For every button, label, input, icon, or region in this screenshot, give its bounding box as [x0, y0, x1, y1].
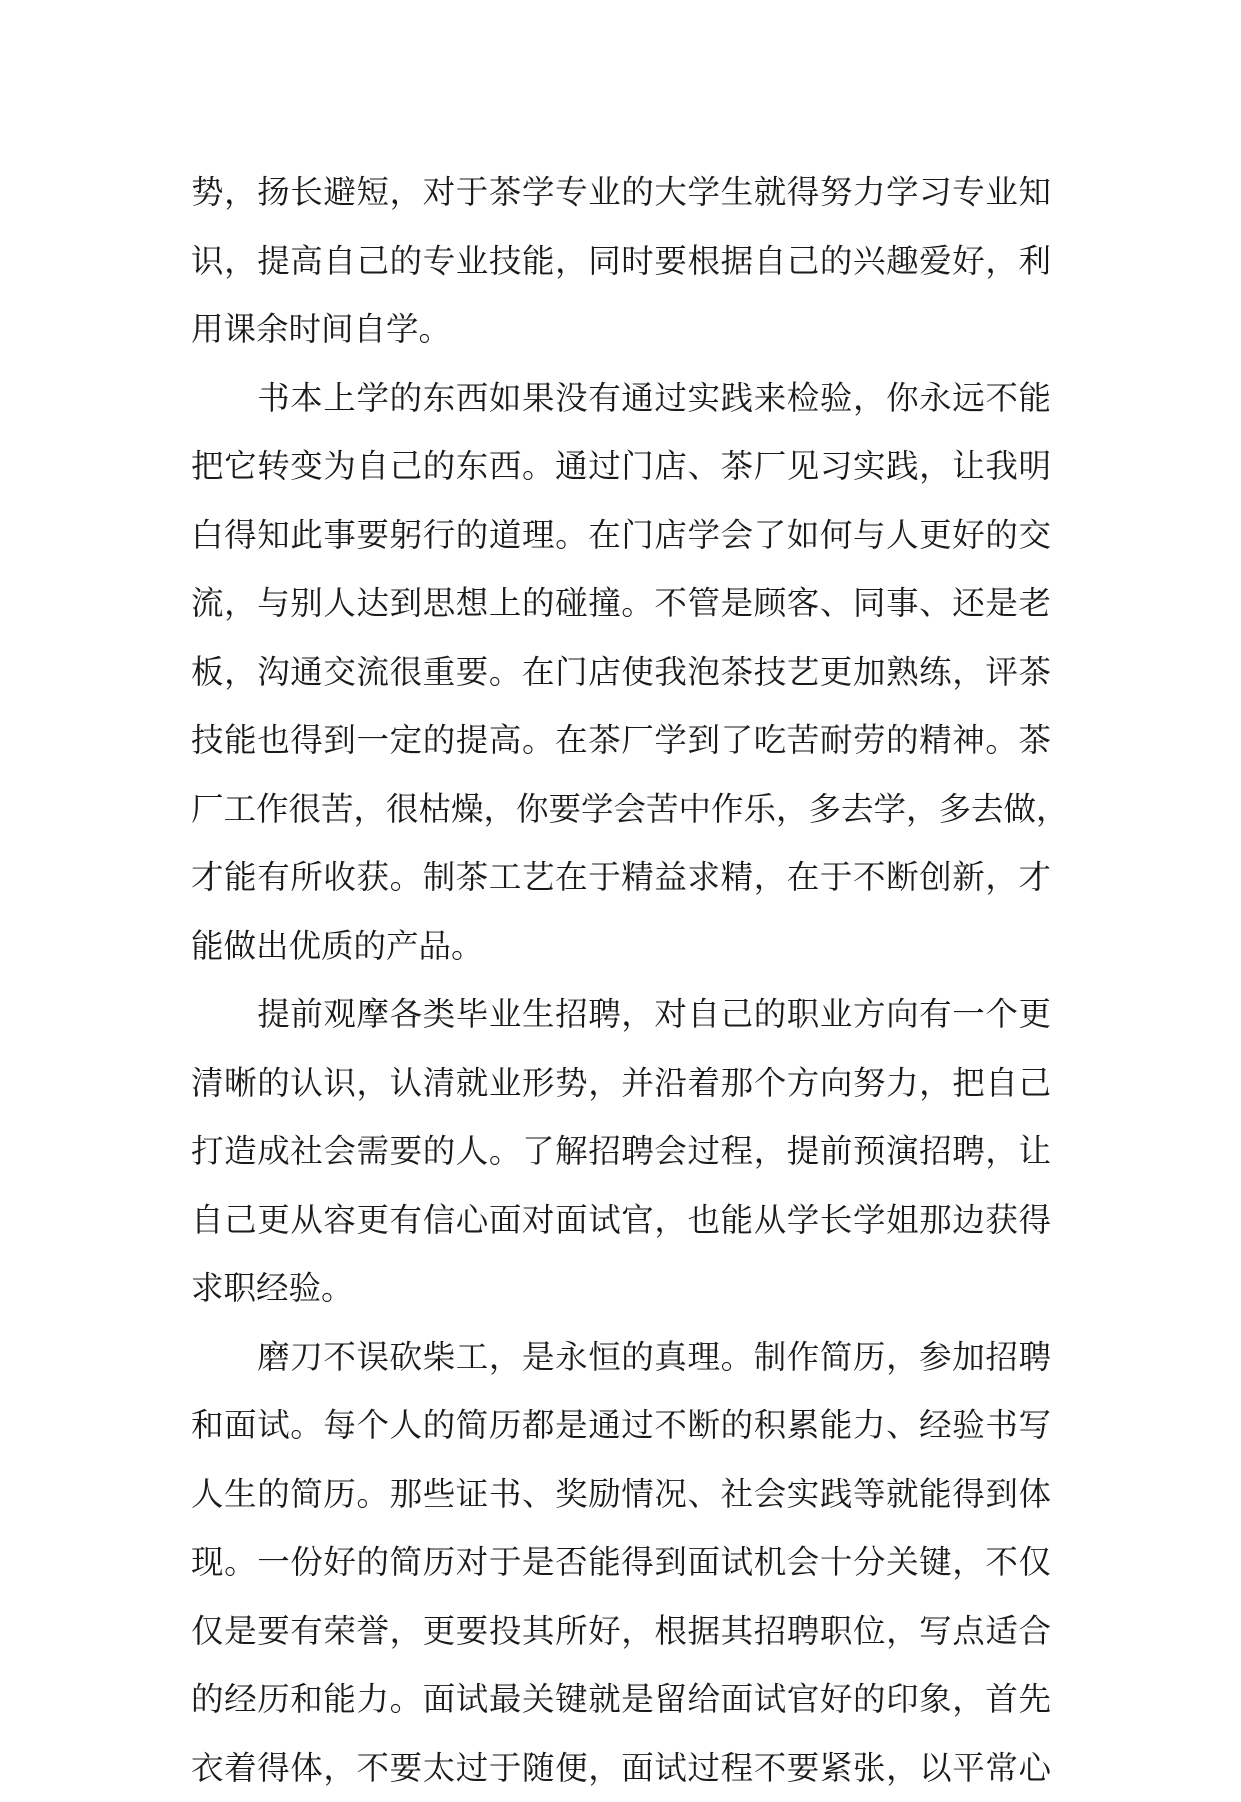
text-line: 识，提高自己的专业技能，同时要根据自己的兴趣爱好，利 [191, 227, 1051, 296]
text-line: 仅是要有荣誉，更要投其所好，根据其招聘职位，写点适合 [191, 1597, 1051, 1666]
document-body [191, 158, 1051, 1802]
text-line: 磨刀不误砍柴工，是永恒的真理。制作简历，参加招聘 [191, 1323, 1051, 1392]
text-line: 势，扬长避短，对于茶学专业的大学生就得努力学习专业知 [191, 158, 1051, 227]
text-line: 的经历和能力。面试最关键就是留给面试官好的印象，首先 [191, 1665, 1051, 1734]
text-line: 把它转变为自己的东西。通过门店、茶厂见习实践，让我明 [191, 432, 1051, 501]
text-line: 打造成社会需要的人。了解招聘会过程，提前预演招聘，让 [191, 1117, 1051, 1186]
text-line: 技能也得到一定的提高。在茶厂学到了吃苦耐劳的精神。茶 [191, 706, 1051, 775]
text-line: 和面试。每个人的简历都是通过不断的积累能力、经验书写 [191, 1391, 1051, 1460]
text-line: 流，与别人达到思想上的碰撞。不管是顾客、同事、还是老 [191, 569, 1051, 638]
paragraph [191, 158, 1051, 364]
text-line: 才能有所收获。制茶工艺在于精益求精，在于不断创新，才 [191, 843, 1051, 912]
text-line: 白得知此事要躬行的道理。在门店学会了如何与人更好的交 [191, 501, 1051, 570]
text-line: 提前观摩各类毕业生招聘，对自己的职业方向有一个更 [191, 980, 1051, 1049]
text-line: 能做出优质的产品。 [191, 912, 1051, 981]
text-line: 求职经验。 [191, 1254, 1051, 1323]
paragraph [191, 364, 1051, 981]
text-line: 人生的简历。那些证书、奖励情况、社会实践等就能得到体 [191, 1460, 1051, 1529]
paragraph [191, 1323, 1051, 1802]
text-line: 清晰的认识，认清就业形势，并沿着那个方向努力，把自己 [191, 1049, 1051, 1118]
paragraph [191, 980, 1051, 1323]
text-line: 衣着得体，不要太过于随便，面试过程不要紧张，以平常心 [191, 1734, 1051, 1802]
text-line: 厂工作很苦，很枯燥，你要学会苦中作乐，多去学，多去做， [191, 775, 1051, 844]
text-line: 用课余时间自学。 [191, 295, 1051, 364]
text-line: 现。一份好的简历对于是否能得到面试机会十分关键，不仅 [191, 1528, 1051, 1597]
text-line: 书本上学的东西如果没有通过实践来检验，你永远不能 [191, 364, 1051, 433]
text-line: 板，沟通交流很重要。在门店使我泡茶技艺更加熟练，评茶 [191, 638, 1051, 707]
text-line: 自己更从容更有信心面对面试官，也能从学长学姐那边获得 [191, 1186, 1051, 1255]
